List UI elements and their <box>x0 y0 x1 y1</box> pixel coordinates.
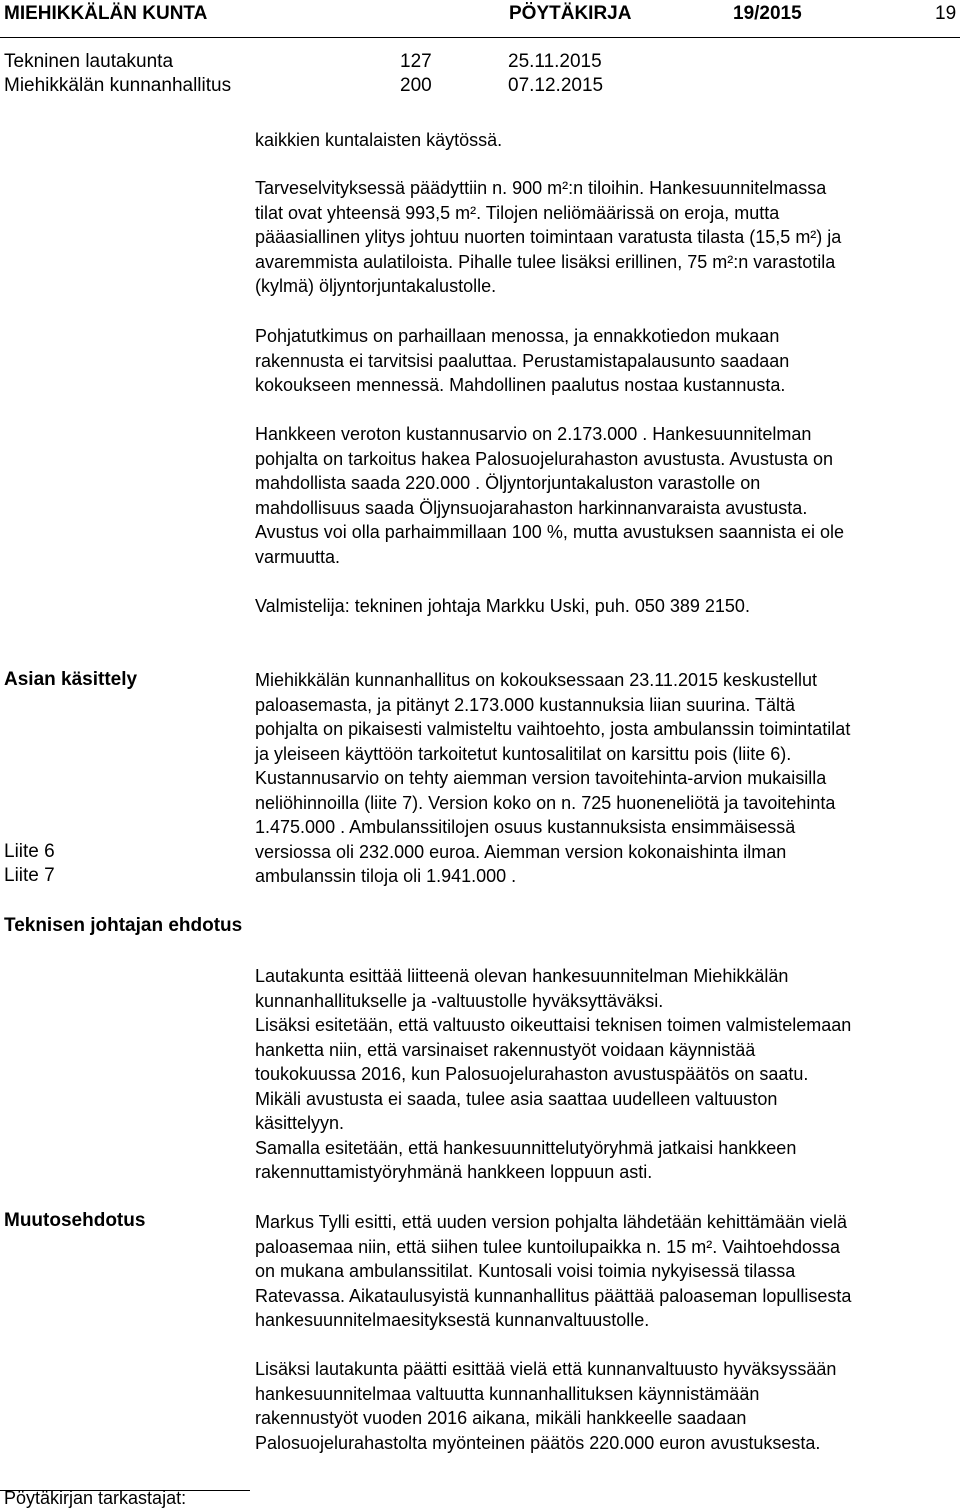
document-type: PÖYTÄKIRJA <box>509 3 632 24</box>
paragraph-cost-estimate: Hankkeen veroton kustannusarvio on 2.173.000 . Hankesuunnitelman pohjalta on tarkoitus hakea Palosuojelurahaston avustusta. Avustusta on mahdollista saada 220.000 . Öljyntorjuntakaluston varastolle on mahdollisuus saada Öljynsuojarahaston harkinnanvaraista avustusta. Avustus voi olla parhaimmillaan 100 %, mutta avustuksen saannista ei ole varmuutta. <box>255 424 844 567</box>
intro-text: kaikkien kuntalaisten käytössä. <box>255 130 503 150</box>
asian-kasittely-heading: Asian käsittely <box>4 669 138 690</box>
muutosehdotus-text: Markus Tylli esitti, että uuden version pohjalta lähdetään kehittämään vielä paloasemaa niin, että siihen tulee kuntoilupaikka n. 15 m². Vaihtoehdossa on mukana ambulanssitilat. Kuntosali voisi toimia nykyisessä tilassa Ratevassa. Aikataulusyistä kunnanhallitus päättää paloaseman lopullisesta hankesuunnitelmaesityksestä kunnanvaltuustolle. <box>255 1212 852 1330</box>
header-divider <box>0 37 960 38</box>
liite-7-label: Liite 7 <box>4 865 55 886</box>
meta-date-2: 07.12.2015 <box>508 75 604 96</box>
page-number: 19 <box>935 3 957 24</box>
document-number: 19/2015 <box>733 3 802 24</box>
meta-body-2: Miehikkälän kunnanhallitus <box>4 75 232 96</box>
meta-date-1: 25.11.2015 <box>508 51 602 72</box>
preparer-line: Valmistelija: tekninen johtaja Markku Uski, puh. 050 389 2150. <box>255 596 750 616</box>
asian-kasittely-text: Miehikkälän kunnanhallitus on kokouksessaan 23.11.2015 keskustellut paloasemasta, ja pitänyt 2.173.000 kustannuksia liian suurina. Tältä pohjalta on pikaisesti valmisteltu vaihtoehto, josta ambulanssin toimintatilat ja yleiseen käyttöön tarkoitetut kuntosalitilat on karsittu pois (liite 6). Kustannusarvio on tehty aiemman version tavoitehinta-arvion mukaisilla neliöhinnoilla (liite 7). Version koko on n. 725 huoneneliötä ja tavoitehinta 1.475.000 . Ambulanssitilojen osuus kustannuksista ensimmäisessä versiossa oli 232.000 euroa. Aiemman version kokonaishinta ilman ambulanssin tiloja oli 1.941.000 . <box>255 670 851 886</box>
muutosehdotus-additional-text: Lisäksi lautakunta päätti esittää vielä että kunnanvaltuusto hyväksyssään hankesuunnitelmaa valtuutta kunnanhallituksen käynnistämään rakennustyöt vuoden 2016 aikana, mikäli hankkeelle saadaan Palosuojelurahastolta myönteinen päätös 220.000 euron avustuksesta. <box>255 1359 837 1453</box>
muutosehdotus-heading: Muutosehdotus <box>4 1210 146 1231</box>
liite-6-label: Liite 6 <box>4 841 55 862</box>
ehdotus-heading: Teknisen johtajan ehdotus <box>4 915 243 936</box>
ehdotus-text: Lautakunta esittää liitteenä olevan hankesuunnitelman Miehikkälän kunnanhallitukselle ja -valtuustolle hyväksyttäväksi. Lisäksi esitetään, että valtuusto oikeuttaisi teknisen toimen valmistelemaan hanketta niin, että varsinaiset rakennustyöt voidaan käynnistää toukokuussa 2016, kun Palosuojelurahaston avustuspäätös on saatu. Mikäli avustusta ei saada, tulee asia saattaa uudelleen valtuuston käsittelyyn. Samalla esitetään, että hankesuunnittelutyöryhmä jatkaisi hankkeen rakennuttamistyöryhmänä hankkeen loppuun asti. <box>255 966 852 1182</box>
meta-section-1: 127 <box>400 51 432 72</box>
meta-body-1: Tekninen lautakunta <box>4 51 174 72</box>
meta-section-2: 200 <box>400 75 432 96</box>
paragraph-ground-survey: Pohjatutkimus on parhaillaan menossa, ja ennakkotiedon mukaan rakennusta ei tarvitsisi paaluttaa. Perustamistapalausunto saadaan kokoukseen mennessä. Mahdollinen paalutus nostaa kustannusta. <box>255 326 790 395</box>
footer-label: Pöytäkirjan tarkastajat: <box>4 1488 187 1508</box>
paragraph-space-requirements: Tarveselvityksessä päädyttiin n. 900 m²:n tiloihin. Hankesuunnitelmassa tilat ovat yhteensä 993,5 m². Tilojen neliömäärissä on eroja, mutta pääasiallinen ylitys johtuu nuorten toimintaan varatusta tilasta (15,5 m²) ja avaremmista aulatiloista. Pihalle tulee lisäksi erillinen, 75 m²:n varastotila (kylmä) öljyntorjuntakalustolle. <box>255 178 842 296</box>
municipality-name: MIEHIKKÄLÄN KUNTA <box>4 3 208 24</box>
